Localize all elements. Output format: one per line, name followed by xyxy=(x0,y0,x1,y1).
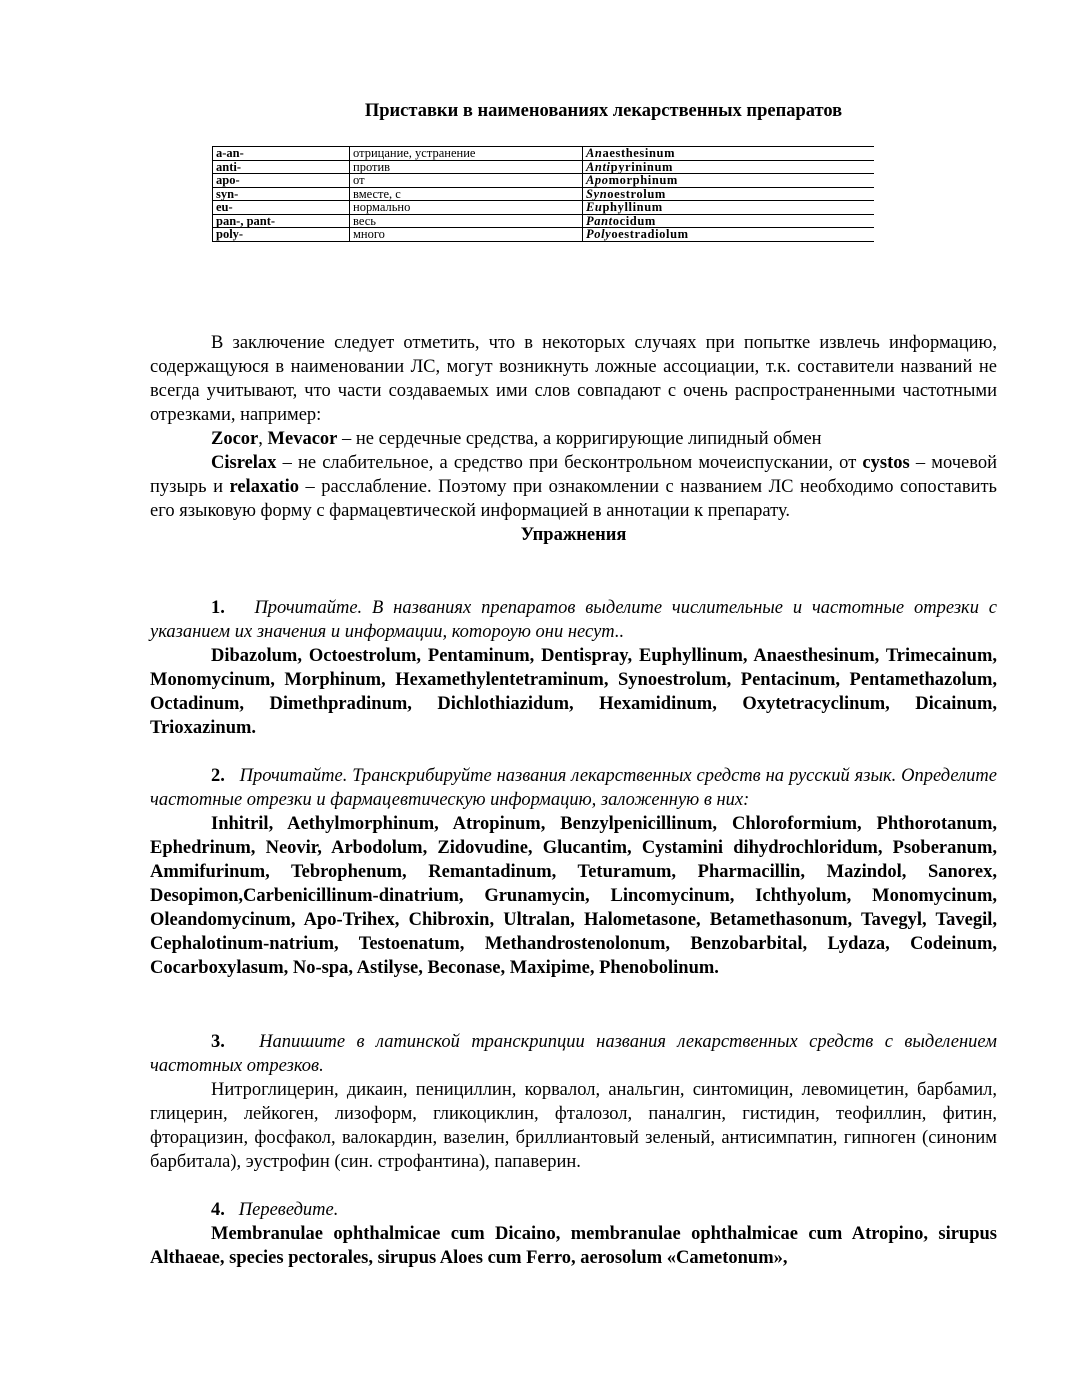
prefix-cell: anti- xyxy=(213,160,350,174)
example-prefix-part: Pant xyxy=(586,213,613,228)
example-zocor: Zocor, Mevacor – не сердечные средства, а корригирующие липидный обмен xyxy=(211,429,822,449)
exercise-1-task: 1. Прочитайте. В названиях препаратов выделите числительные и частотные отрезки с указанием их значения и информации, котороую они несут.. xyxy=(150,598,998,642)
example-cell xyxy=(583,201,875,215)
prefix-cell: eu- xyxy=(213,201,350,215)
exercise-1 xyxy=(150,596,997,740)
prefix-cell: syn- xyxy=(213,187,350,201)
prefix-row xyxy=(213,160,875,174)
prefix-row xyxy=(213,201,875,215)
example-cisrelax: Cisrelax – не слабительное, а средство при бесконтрольном мочеиспускании, от cystos – мочевой пузырь и relaxatio – расслабление. Поэтому при ознакомлении с названием ЛС необходимо сопоставить его языковую форму с фармацевтической информацией в аннотации к препарату. xyxy=(150,453,997,521)
conclusion-section xyxy=(150,331,997,547)
example-rest-part: aesthesinum xyxy=(602,146,676,160)
example-prefix-part: Anti xyxy=(586,159,611,174)
exercise-3-task: 3. Напишите в латинской транскрипции названия лекарственных средств с выделением частотных отрезков. xyxy=(150,1032,997,1076)
prefix-cell: apo- xyxy=(213,174,350,188)
prefix-row xyxy=(213,214,875,228)
example-cell xyxy=(583,160,875,174)
example-prefix-part: Syn xyxy=(586,186,608,201)
example-rest-part: oestradiolum xyxy=(611,227,689,241)
example-cell xyxy=(583,187,875,201)
example-rest-part: phyllinum xyxy=(602,200,663,214)
example-prefix-part: Apo xyxy=(586,173,609,187)
example-cell xyxy=(583,214,875,228)
prefix-row xyxy=(213,174,875,188)
meaning-cell: нормально xyxy=(350,201,583,215)
example-cell xyxy=(583,174,875,188)
example-rest-part: pyrininum xyxy=(610,159,674,174)
example-cell xyxy=(583,147,875,161)
exercise-4-task: 4. Переведите. xyxy=(211,1200,339,1220)
meaning-cell: много xyxy=(350,228,583,242)
prefix-row xyxy=(213,187,875,201)
exercise-2-task: 2. Прочитайте. Транскрибируйте названия лекарственных средств на русский язык. Определите частотные отрезки и фармацевтическую информацию, заложенную в них: xyxy=(150,766,997,810)
example-rest-part: ocidum xyxy=(612,213,656,228)
exercise-4-words: Membranulae ophthalmicae cum Dicaino, membranulae ophthalmicae cum Atropino, sirupus Althaeae, species pectorales, sirupus Aloes cum Ferro, aerosolum «Cametonum», xyxy=(150,1224,997,1268)
prefix-cell: pan-, pant- xyxy=(213,214,350,228)
prefix-row xyxy=(213,228,875,242)
page-title: Приставки в наименованиях лекарственных препаратов xyxy=(364,101,843,121)
meaning-cell: весь xyxy=(350,214,583,228)
exercise-2 xyxy=(150,764,997,980)
prefix-table xyxy=(212,146,874,242)
meaning-cell: вместе, с xyxy=(350,187,583,201)
exercise-4 xyxy=(150,1198,997,1270)
prefix-row xyxy=(213,147,875,161)
exercise-1-words: Dibazolum, Octoestrolum, Pentaminum, Dentispray, Euphyllinum, Anaesthesinum, Trimecainum, Monomycinum, Morphinum, Hexamethylentetraminum, Synoestrolum, Pentacinum, Pentamethazolum, Octadinum, Dimethpradinum, Dichlothiazidum, Hexamidinum, Oxytetracyclinum, Dicainum, Trioxazinum. xyxy=(150,646,997,738)
exercise-2-words: Inhitril, Aethylmorphinum, Atropinum, Benzylpenicillinum, Chloroformium, Phthorotanum, Ephedrinum, Neovir, Arbodolum, Zidovudine, Glucantim, Cystamini dihydrochloridum, Psoberanum, Ammifurinum, Tebrophenum, Remantadinum, Teturamum, Pharmacillin, Mazindol, Sanorex, Desopimon,Carbenicillinum-dinatrium, Grunamycin, Lincomycinum, Ichthyolum, Monomycinum, Oleandomycinum, Apo-Trihex, Chibroxin, Ultralan, Halometasone, Betamethasonum, Tavegyl, Tavegil, Cephalotinum-natrium, Testoenatum, Methandrostenolonum, Benzobarbital, Lydaza, Codeinum, Cocarboxylasum, No-spa, Astilyse, Beconase, Maxipime, Phenobolinum. xyxy=(150,814,997,978)
example-rest-part: morphinum xyxy=(608,173,678,187)
example-cell xyxy=(583,228,875,242)
prefix-cell: poly- xyxy=(213,228,350,242)
example-prefix-part: An xyxy=(586,146,603,160)
meaning-cell: отрицание, устранение xyxy=(350,147,583,161)
meaning-cell: против xyxy=(350,160,583,174)
example-rest-part: oestrolum xyxy=(607,186,666,201)
example-prefix-part: Poly xyxy=(586,227,612,241)
exercise-3-words: Нитроглицерин, дикаин, пенициллин, корвалол, анальгин, синтомицин, левомицетин, барбамил, глицерин, лейкоген, лизоформ, гликоциклин, фталозол, паналгин, гистидин, теофиллин, фитин, фторацизин, фосфакол, валокардин, вазелин, бриллиантовый зеленый, антисимпатин, гипноген (синоним барбитала), эустрофин (син. строфантина), папаверин. xyxy=(150,1080,997,1172)
prefix-cell: a-an- xyxy=(213,147,350,161)
example-prefix-part: Eu xyxy=(586,200,603,214)
meaning-cell: от xyxy=(350,174,583,188)
conclusion-paragraph: В заключение следует отметить, что в некоторых случаях при попытке извлечь информацию, содержащуюся в наименовании ЛС, могут возникнуть ложные ассоциации, т.к. составители названий не всегда учитывают, что части создаваемых ими слов совпадают с очень распространенными частотными отрезками, например: xyxy=(150,333,997,425)
exercises-heading: Упражнения xyxy=(520,525,627,545)
exercise-3 xyxy=(150,1030,997,1174)
